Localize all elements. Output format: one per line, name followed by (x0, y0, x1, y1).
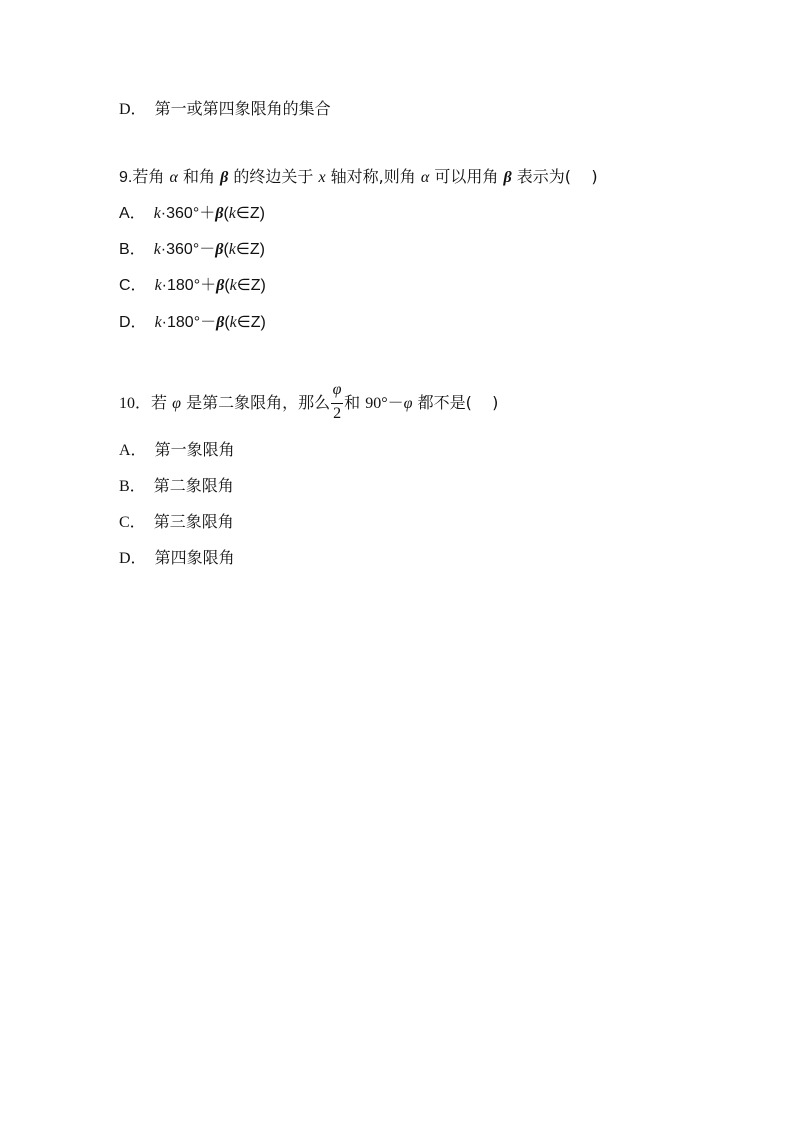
option-letter: C． (119, 277, 147, 294)
math-k: k (154, 277, 162, 294)
math-paren: ( (223, 205, 229, 222)
math-k: k (229, 314, 237, 331)
math-k: k (229, 277, 237, 294)
q10-option-d (119, 548, 235, 569)
math-expr: ∈Z) (236, 314, 266, 331)
option-text: 第一象限角 (154, 440, 235, 459)
question-number: 10． (119, 395, 152, 412)
answer-blank: ) (471, 393, 499, 412)
option-letter: D． (119, 101, 147, 118)
math-alpha: α (420, 169, 430, 186)
fraction-phi-over-2 (331, 380, 343, 424)
stem-text: 和 (344, 393, 361, 412)
q9-stem (119, 167, 598, 188)
fraction-numerator: φ (332, 380, 342, 398)
math-paren: ( (224, 314, 230, 331)
fraction-bar (331, 403, 343, 404)
q9-option-d (119, 313, 266, 333)
math-paren: ( (223, 241, 229, 258)
option-letter: D． (119, 550, 147, 567)
math-beta: β (220, 169, 229, 186)
option-text: 第三象限角 (153, 512, 234, 531)
stem-text: 若角 (132, 167, 165, 186)
answer-blank: ) (571, 167, 598, 186)
math-beta: β (503, 169, 512, 186)
q8-option-d (119, 99, 331, 120)
option-letter: C． (119, 514, 146, 531)
option-letter: A． (119, 205, 146, 222)
math-expr: ∈Z) (235, 241, 265, 258)
math-expr: ·360°－ (160, 241, 216, 258)
math-k: k (228, 205, 236, 222)
math-k: k (153, 205, 161, 222)
math-expr: 90°－ (365, 395, 404, 412)
math-beta: β (216, 277, 225, 294)
stem-text: 表示为( (516, 167, 572, 186)
stem-text: 轴对称,则角 (330, 167, 416, 186)
stem-text: 若 (151, 393, 168, 412)
q10-option-b (119, 476, 234, 497)
math-beta: β (215, 241, 224, 258)
q9-option-a (119, 204, 265, 224)
math-alpha: α (169, 169, 178, 186)
math-beta: β (215, 205, 224, 222)
math-expr: ∈Z) (236, 277, 266, 294)
q10-option-c (119, 512, 234, 533)
math-phi: φ (172, 395, 181, 412)
q9-option-c (119, 276, 266, 296)
question-number: 9. (119, 169, 133, 186)
option-text: 第二象限角 (153, 476, 234, 495)
stem-text: 和角 (182, 167, 215, 186)
stem-text: 是第二象限角，那么 (186, 393, 331, 412)
stem-text: 都不是( (417, 393, 472, 412)
math-k: k (154, 314, 162, 331)
stem-text: 可以用角 (434, 167, 499, 186)
option-letter: B． (119, 478, 146, 495)
option-text: 第四象限角 (154, 548, 235, 567)
stem-text: 的终边关于 (233, 167, 314, 186)
option-letter: B． (119, 241, 146, 258)
q9-option-b (119, 240, 265, 260)
option-letter: D． (119, 314, 147, 331)
math-k: k (153, 241, 161, 258)
math-x: x (318, 169, 326, 186)
option-letter: A． (119, 442, 147, 459)
math-k: k (228, 241, 236, 258)
math-expr: ∈Z) (235, 205, 265, 222)
option-text: 第一或第四象限角的集合 (154, 99, 331, 118)
math-expr: ·180°＋ (161, 277, 217, 294)
fraction-denominator: 2 (333, 404, 342, 422)
math-phi: φ (403, 395, 413, 412)
q10-option-a (119, 440, 235, 461)
math-expr: ·180°－ (161, 314, 217, 331)
math-expr: ·360°＋ (160, 205, 216, 222)
q10-stem (119, 380, 499, 423)
math-paren: ( (224, 277, 230, 294)
math-beta: β (216, 314, 225, 331)
